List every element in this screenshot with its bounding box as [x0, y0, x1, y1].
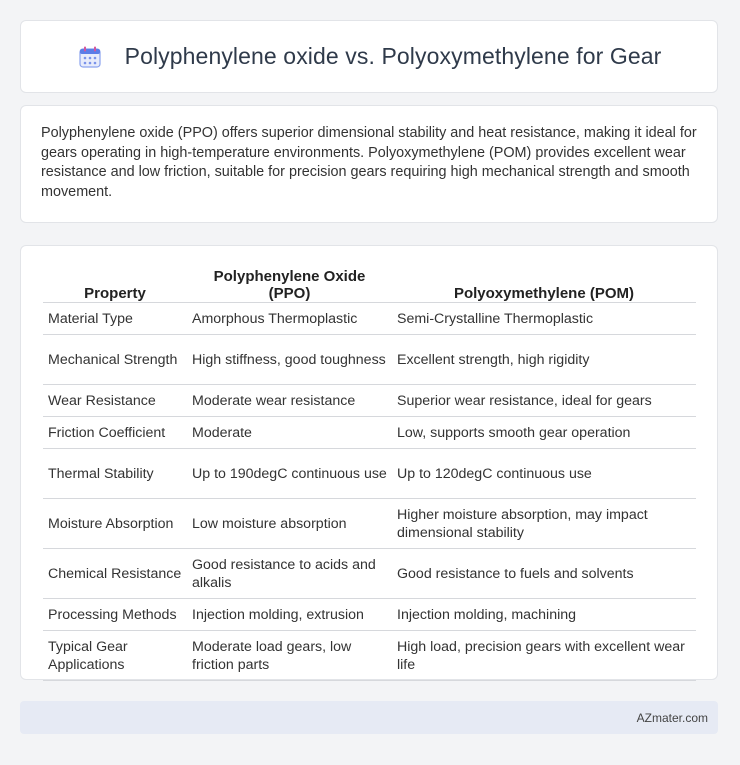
column-header-property: Property	[43, 264, 187, 303]
footer	[20, 701, 718, 734]
cell-property: Friction Coefficient	[43, 417, 187, 449]
table-row	[43, 499, 696, 549]
cell-ppo: Up to 190degC continuous use	[187, 449, 392, 499]
cell-ppo: Moderate load gears, low friction parts	[187, 631, 392, 681]
table-header-row	[43, 264, 696, 303]
cell-property: Processing Methods	[43, 599, 187, 631]
cell-pom: Higher moisture absorption, may impact dimensional stability	[392, 499, 696, 549]
cell-ppo: Moderate wear resistance	[187, 385, 392, 417]
cell-ppo: Injection molding, extrusion	[187, 599, 392, 631]
cell-property: Thermal Stability	[43, 449, 187, 499]
cell-pom: Excellent strength, high rigidity	[392, 335, 696, 385]
cell-ppo: Low moisture absorption	[187, 499, 392, 549]
cell-pom: Low, supports smooth gear operation	[392, 417, 696, 449]
intro-card	[20, 105, 718, 223]
page-title: Polyphenylene oxide vs. Polyoxymethylene for Gear	[124, 43, 662, 69]
cell-pom: High load, precision gears with excellent wear life	[392, 631, 696, 681]
cell-pom: Up to 120degC continuous use	[392, 449, 696, 499]
cell-pom: Superior wear resistance, ideal for gears	[392, 385, 696, 417]
cell-property: Typical Gear Applications	[43, 631, 187, 681]
cell-pom: Injection molding, machining	[392, 599, 696, 631]
cell-property: Mechanical Strength	[43, 335, 187, 385]
cell-property: Material Type	[43, 303, 187, 335]
table-row	[43, 303, 696, 335]
column-header-pom: Polyoxymethylene (POM)	[392, 264, 696, 303]
title-card	[20, 20, 718, 93]
table-row	[43, 449, 696, 499]
cell-ppo: Good resistance to acids and alkalis	[187, 549, 392, 599]
cell-ppo: Moderate	[187, 417, 392, 449]
table-row	[43, 599, 696, 631]
table-row	[43, 631, 696, 681]
intro-text: Polyphenylene oxide (PPO) offers superior dimensional stability and heat resistance, making it ideal for gears operating in high-temperature environments. Polyoxymethylene (POM) provides excellent wear resistance and low friction, suitable for precision gears requiring high mechanical strength and smooth movement.	[41, 125, 697, 200]
footer-brand-link[interactable]: AZmater.com	[636, 710, 708, 725]
cell-pom: Semi-Crystalline Thermoplastic	[392, 303, 696, 335]
column-header-ppo: Polyphenylene Oxide (PPO)	[187, 264, 392, 303]
table-row	[43, 417, 696, 449]
cell-property: Wear Resistance	[43, 385, 187, 417]
cell-property: Moisture Absorption	[43, 499, 187, 549]
comparison-table-card	[20, 245, 718, 680]
table-row	[43, 549, 696, 599]
cell-ppo: Amorphous Thermoplastic	[187, 303, 392, 335]
cell-ppo: High stiffness, good toughness	[187, 335, 392, 385]
cell-pom: Good resistance to fuels and solvents	[392, 549, 696, 599]
calendar-icon	[77, 44, 103, 70]
cell-property: Chemical Resistance	[43, 549, 187, 599]
comparison-table	[43, 264, 696, 681]
table-row	[43, 385, 696, 417]
table-row	[43, 335, 696, 385]
